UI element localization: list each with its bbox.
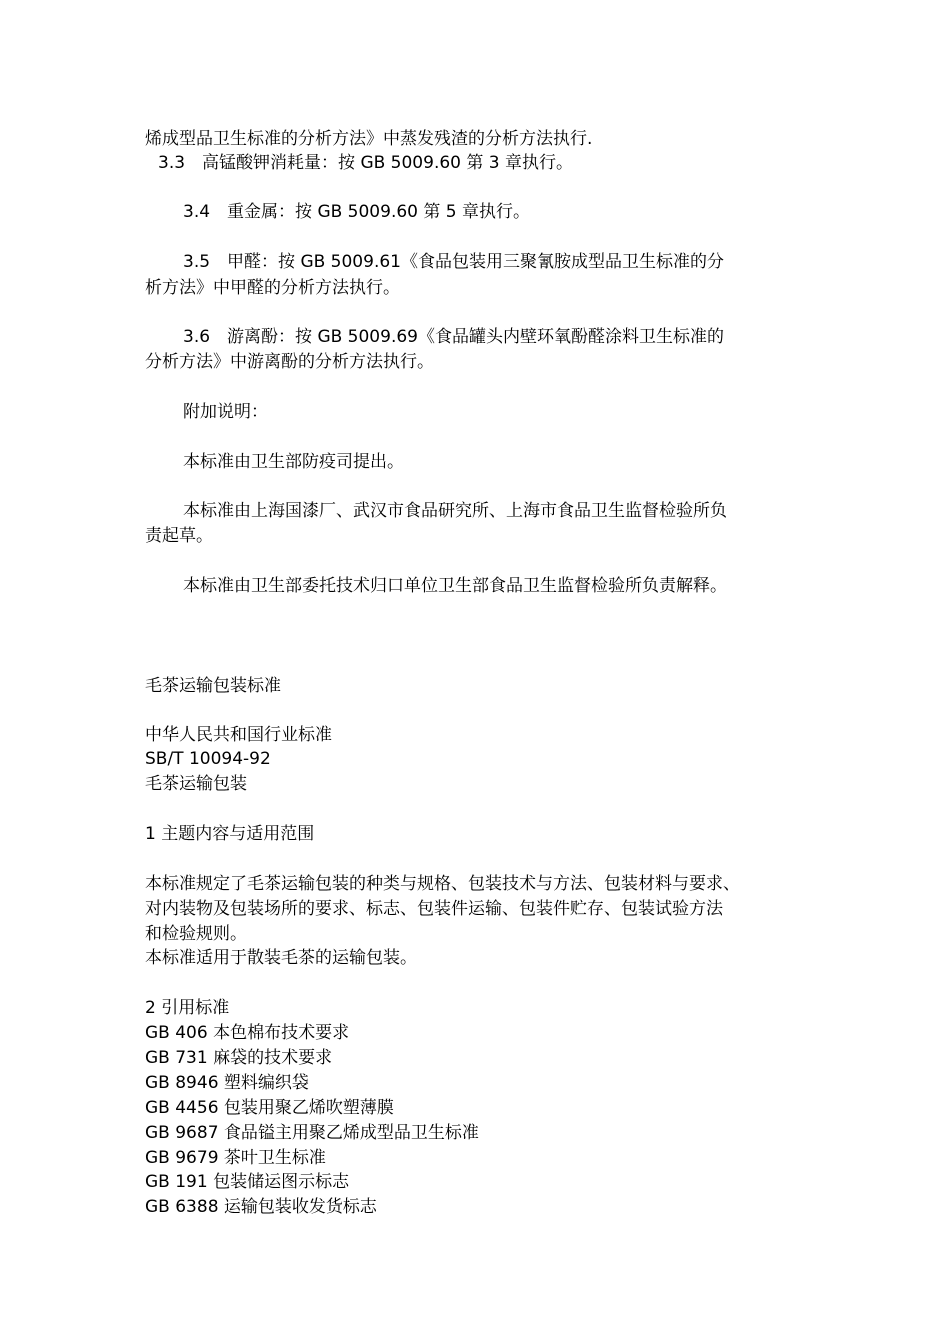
reference-item: GB 8946 塑料编织袋 (145, 1073, 309, 1093)
appendix-paragraph-2-line1: 本标准由上海国漆厂、武汉市食品研究所、上海市食品卫生监督检验所负 (183, 501, 727, 521)
reference-item: GB 4456 包装用聚乙烯吹塑薄膜 (145, 1098, 394, 1118)
reference-item: GB 191 包装储运图示标志 (145, 1172, 350, 1192)
clause-3-6-line2: 分析方法》中游离酚的分析方法执行。 (145, 352, 434, 372)
appendix-paragraph-3: 本标准由卫生部委托技术归口单位卫生部食品卫生监督检验所负责解释。 (183, 576, 727, 596)
reference-item: GB 6388 运输包装收发货标志 (145, 1197, 377, 1217)
section-1-paragraph-line1: 本标准规定了毛茶运输包装的种类与规格、包装技术与方法、包装材料与要求、 (145, 874, 740, 894)
section-1-heading: 1 主题内容与适用范围 (145, 824, 315, 844)
clause-3-6-line1: 3.6 游离酚：按 GB 5009.69《食品罐头内壁环氧酚醛涂料卫生标准的 (183, 327, 724, 347)
reference-item: GB 9679 茶叶卫生标准 (145, 1148, 326, 1168)
section-2-heading: 2 引用标准 (145, 998, 230, 1018)
standard-code: SB/T 10094-92 (145, 749, 271, 769)
clause-3-5-line2: 析方法》中甲醛的分析方法执行。 (145, 278, 400, 298)
reference-item: GB 406 本色棉布技术要求 (145, 1023, 350, 1043)
section-1-paragraph-line2: 对内装物及包装场所的要求、标志、包装件运输、包装件贮存、包装试验方法 (145, 899, 723, 919)
appendix-paragraph-2-line2: 责起草。 (145, 526, 213, 546)
reference-item: GB 9687 食品镒主用聚乙烯成型品卫生标准 (145, 1123, 479, 1143)
standard-name: 毛茶运输包装 (145, 774, 247, 794)
appendix-paragraph-1: 本标准由卫生部防疫司提出。 (183, 452, 404, 472)
clause-3-4: 3.4 重金属：按 GB 5009.60 第 5 章执行。 (183, 202, 531, 222)
section3-continuation: 烯成型品卫生标准的分析方法》中蒸发残渣的分析方法执行. (145, 129, 593, 149)
standard-organization: 中华人民共和国行业标准 (145, 725, 332, 745)
reference-item: GB 731 麻袋的技术要求 (145, 1048, 333, 1068)
section-1-scope: 本标准适用于散装毛茶的运输包装。 (145, 948, 417, 968)
document-title: 毛茶运输包装标准 (145, 676, 281, 696)
clause-3-3: 3.3 高锰酸钾消耗量：按 GB 5009.60 第 3 章执行。 (158, 153, 574, 173)
appendix-heading: 附加说明： (183, 402, 268, 422)
clause-3-5-line1: 3.5 甲醛：按 GB 5009.61《食品包装用三聚氰胺成型品卫生标准的分 (183, 252, 724, 272)
section-1-paragraph-line3: 和检验规则。 (145, 924, 247, 944)
